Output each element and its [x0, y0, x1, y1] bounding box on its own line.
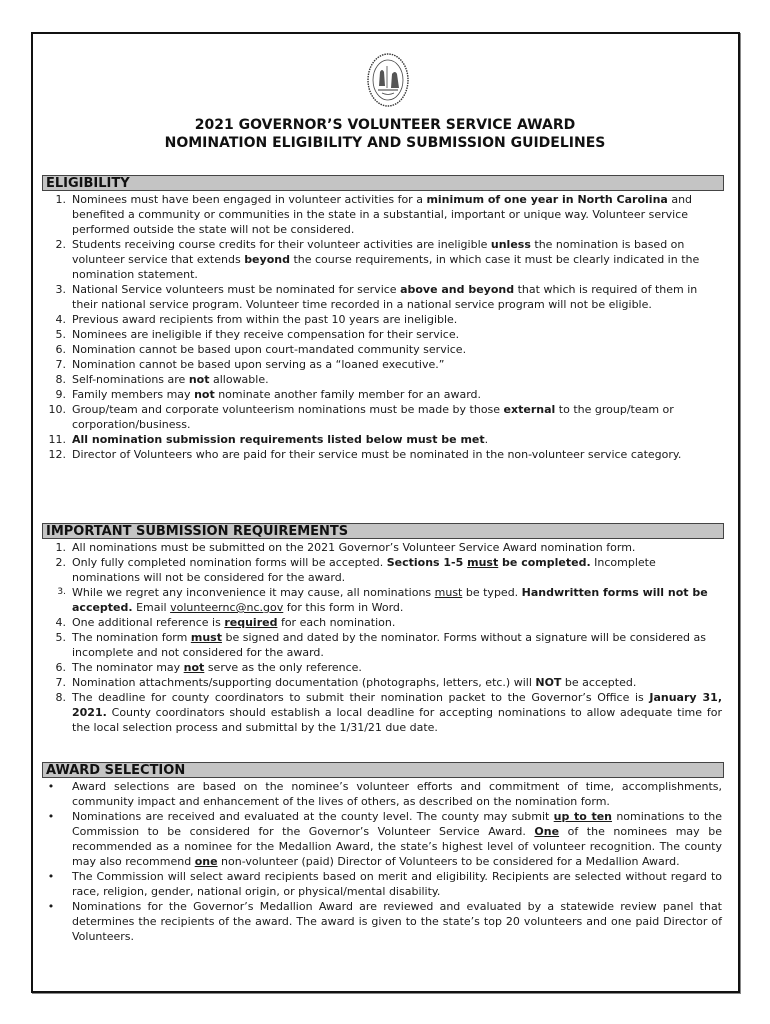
text-run: for each nomination. [277, 616, 396, 629]
text-run: required [224, 616, 278, 629]
list-marker: 6. [55, 343, 66, 356]
text-run: While we regret any inconvenience it may cause, all nominations [72, 586, 435, 599]
list-item-text [72, 556, 656, 584]
text-run: Email [132, 601, 171, 614]
eligibility-list [42, 192, 722, 462]
text-run: County coordinators should establish a local deadline for accepting nominations to allow adequate time for the local selection process and submittal by the 1/31/21 due date. [72, 706, 722, 734]
text-run: Nomination attachments/supporting documentation (photographs, letters, etc.) will [72, 676, 536, 689]
list-marker: • [47, 900, 55, 913]
list-item-text [72, 388, 481, 401]
eligibility-item [42, 387, 722, 402]
list-marker: 12. [48, 448, 66, 461]
list-marker: 6. [55, 661, 66, 674]
list-item-text [72, 631, 706, 659]
list-item-text [72, 358, 444, 371]
eligibility-item [42, 282, 722, 312]
text-run: not [188, 373, 210, 386]
email-link[interactable]: volunteernc@nc.gov [170, 601, 284, 614]
list-marker: 5. [55, 631, 66, 644]
text-run: One [534, 825, 560, 838]
submission-requirements-list [42, 540, 722, 735]
eligibility-item [42, 237, 722, 282]
list-marker: 7. [55, 676, 66, 689]
award-selection-list [42, 779, 722, 944]
text-run: . [484, 433, 489, 446]
list-marker: 3. [55, 283, 66, 296]
list-marker: 5. [55, 328, 66, 341]
eligibility-item [42, 357, 722, 372]
text-run: of the nominees may be recommended as a nominee for the Medallion Award, the state’s highest level of volunteer recognition. The county may also recommend [72, 825, 722, 868]
text-run: Nomination cannot be based upon serving as a “loaned executive.” [72, 358, 445, 371]
text-run: One additional reference is [72, 616, 225, 629]
text-run: Director of Volunteers who are paid for their service must be nominated in the non-volunteer service category. [72, 448, 682, 461]
list-marker: 11. [48, 433, 66, 446]
section-heading-submission: IMPORTANT SUBMISSION REQUIREMENTS [42, 523, 724, 539]
list-item-text [72, 809, 722, 869]
text-run: be accepted. [561, 676, 637, 689]
list-marker: 4. [55, 616, 66, 629]
document-title [0, 116, 770, 152]
list-marker: • [47, 780, 55, 793]
award-selection-item [42, 869, 722, 899]
list-item-text [72, 283, 697, 311]
eligibility-item [42, 402, 722, 432]
award-selection-item [42, 779, 722, 809]
text-run: serve as the only reference. [204, 661, 362, 674]
list-item-text [72, 448, 681, 461]
list-item-text [72, 433, 488, 446]
list-marker: • [47, 810, 55, 823]
text-run: Award selections are based on the nominee’s volunteer efforts and commitment of time, accomplishments, community impact and enhancement of the lives of others, as described on the nomination form. [72, 780, 722, 808]
list-item-text [72, 676, 636, 689]
list-marker: 1. [55, 193, 66, 206]
text-run: The deadline for county coordinators to submit their nomination packet to the Governor’s Office is [72, 691, 650, 704]
submission-requirement-item [42, 555, 722, 585]
text-run: The nominator may [72, 661, 184, 674]
list-item-text [72, 373, 269, 386]
text-run: unless [490, 238, 531, 251]
list-marker: 10. [48, 403, 66, 416]
text-run: the course requirements, in which case it must be clearly indicated in the nomination statement. [72, 253, 700, 281]
text-run: one [194, 855, 218, 868]
list-marker: 3. [57, 587, 66, 597]
text-run: not [194, 388, 215, 401]
text-run: Sections 1-5 [386, 556, 468, 569]
submission-requirement-item [42, 660, 722, 675]
eligibility-item [42, 342, 722, 357]
text-run: not [183, 661, 205, 674]
text-run: be typed. [462, 586, 522, 599]
text-run: up to ten [553, 810, 613, 823]
text-run: nominations to the Commission to be considered for the Governor’s Volunteer Service Award. [72, 810, 722, 838]
nc-state-seal-icon [366, 52, 410, 108]
list-marker: 8. [55, 691, 66, 704]
text-run: January 31, 2021. [72, 691, 723, 719]
text-run: be completed. [498, 556, 591, 569]
list-marker: 7. [55, 358, 66, 371]
text-run: beyond [244, 253, 290, 266]
text-run: The Commission will select award recipients based on merit and eligibility. Recipients are selected without regard to race, religion, gender, national origin, or physical/mental disability. [72, 870, 722, 898]
list-item-text [72, 586, 708, 614]
text-run: Nominees must have been engaged in volunteer activities for a [72, 193, 427, 206]
list-item-text [72, 779, 722, 809]
text-run: to the group/team or corporation/business. [72, 403, 674, 431]
text-run: allowable. [209, 373, 269, 386]
text-run: for this form in Word. [283, 601, 404, 614]
list-item-text [72, 193, 692, 236]
text-run: the nomination is based on volunteer service that extends [72, 238, 685, 266]
text-run: must [467, 556, 499, 569]
text-run: must [190, 631, 222, 644]
eligibility-item [42, 432, 722, 447]
submission-requirement-item [42, 690, 722, 735]
list-item-text [72, 328, 459, 341]
text-run: and benefited a community or communities in the state in a substantial, important or unique way. Volunteer service performed outside the state will not be considered. [72, 193, 693, 236]
text-run: Nominations for the Governor’s Medallion Award are reviewed and evaluated by a statewide review panel that determines the recipients of the award. The award is given to the state’s top 20 volunteers and one paid Director of Volunteers. [72, 900, 722, 943]
title-line-1: 2021 GOVERNOR’S VOLUNTEER SERVICE AWARD [194, 117, 576, 133]
section-heading-eligibility: ELIGIBILITY [42, 175, 724, 191]
submission-requirement-item [42, 585, 722, 615]
list-marker: 9. [55, 388, 66, 401]
list-item-text [72, 899, 722, 944]
text-run: Students receiving course credits for their volunteer activities are ineligible [72, 238, 491, 251]
eligibility-item [42, 372, 722, 387]
text-run: Incomplete nominations will not be considered for the award. [72, 556, 656, 584]
text-run: The nomination form [72, 631, 191, 644]
text-run: Previous award recipients from within the past 10 years are ineligible. [72, 313, 458, 326]
award-selection-item [42, 899, 722, 944]
text-run: Self-nominations are [72, 373, 189, 386]
list-item-text [72, 541, 635, 554]
list-marker: 4. [55, 313, 66, 326]
list-marker: 1. [55, 541, 66, 554]
text-run: be signed and dated by the nominator. Forms without a signature will be considered as incomplete and not considered for the award. [72, 631, 706, 659]
text-run: Nominations are received and evaluated at the county level. The county may submit [72, 810, 554, 823]
text-run: All nominations must be submitted on the 2021 Governor’s Volunteer Service Award nomination form. [72, 541, 636, 554]
text-run: must [434, 586, 463, 599]
text-run: above and beyond [400, 283, 515, 296]
text-run: minimum of one year in North Carolina [426, 193, 668, 206]
list-item-text [72, 616, 395, 629]
text-run: Family members may [72, 388, 195, 401]
eligibility-item [42, 327, 722, 342]
title-line-2: NOMINATION ELIGIBILITY AND SUBMISSION GUIDELINES [164, 135, 606, 151]
eligibility-item [42, 447, 722, 462]
list-item-text [72, 238, 699, 281]
eligibility-item [42, 192, 722, 237]
text-run: Only fully completed nomination forms will be accepted. [72, 556, 387, 569]
text-run: Nominees are ineligible if they receive compensation for their service. [72, 328, 460, 341]
submission-requirement-item [42, 615, 722, 630]
list-marker: 2. [55, 556, 66, 569]
list-item-text [72, 661, 362, 674]
list-item-text [72, 343, 466, 356]
text-run: Nomination cannot be based upon court-mandated community service. [72, 343, 467, 356]
list-item-text [72, 869, 722, 899]
text-run: Handwritten forms will not be accepted. [72, 586, 708, 614]
award-selection-item [42, 809, 722, 869]
text-run: external [503, 403, 556, 416]
list-marker: • [47, 870, 55, 883]
list-item-text [72, 690, 722, 735]
submission-requirement-item [42, 540, 722, 555]
submission-requirement-item [42, 675, 722, 690]
text-run: All nomination submission requirements listed below must be met [72, 433, 485, 446]
list-marker: 2. [55, 238, 66, 251]
text-run: National Service volunteers must be nominated for service [72, 283, 401, 296]
list-marker: 8. [55, 373, 66, 386]
list-item-text [72, 403, 674, 431]
text-run: NOT [535, 676, 562, 689]
eligibility-item [42, 312, 722, 327]
section-heading-award-selection: AWARD SELECTION [42, 762, 724, 778]
text-run: non-volunteer (paid) Director of Volunteers to be considered for a Medallion Award. [217, 855, 680, 868]
text-run: that which is required of them in their national service program. Volunteer time recorded in a national service program will not be eligible. [72, 283, 698, 311]
text-run: nominate another family member for an award. [214, 388, 482, 401]
submission-requirement-item [42, 630, 722, 660]
list-item-text [72, 313, 457, 326]
text-run: Group/team and corporate volunteerism nominations must be made by those [72, 403, 504, 416]
